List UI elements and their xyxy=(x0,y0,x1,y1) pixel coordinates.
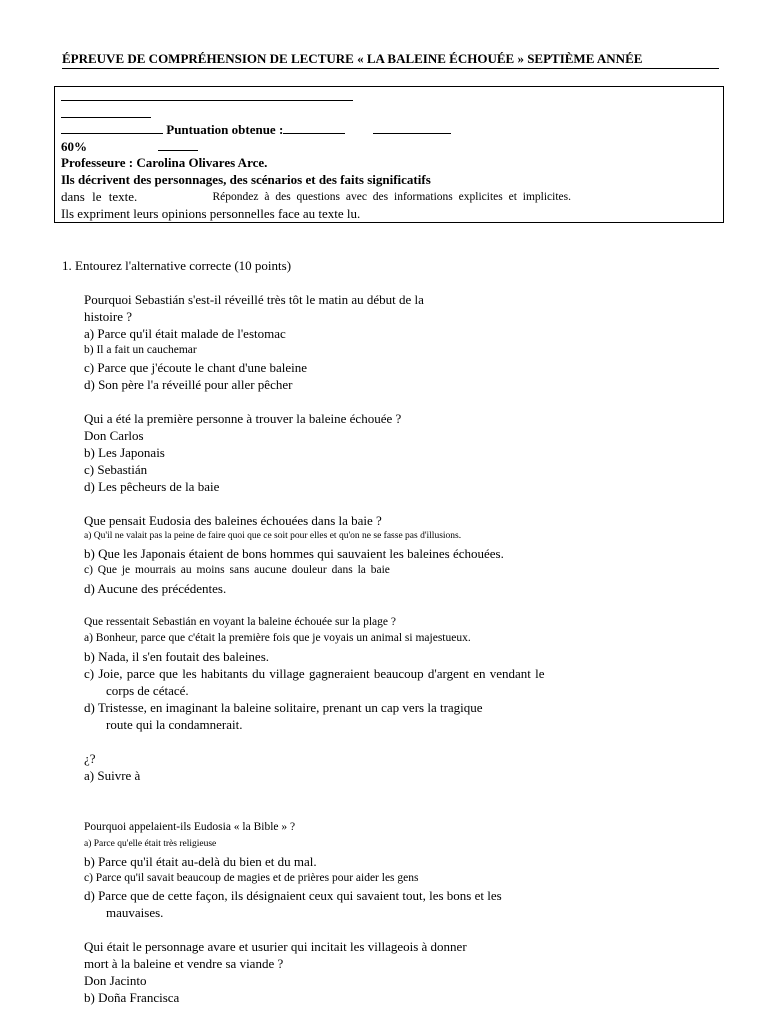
option-b[interactable]: b) Nada, il s'en foutait des baleines. xyxy=(84,649,270,664)
option-b[interactable]: b) Les Japonais xyxy=(84,445,165,460)
question-text: Que pensait Eudosia des baleines échouées dans la baie ? xyxy=(84,513,382,528)
score-row xyxy=(61,122,451,138)
question-text: mort à la baleine et vendre sa viande ? xyxy=(84,956,284,971)
option-c[interactable]: c) Parce que j'écoute le chant d'une baleine xyxy=(84,360,308,375)
option-c[interactable]: c) Que je mourrais au moins sans aucune douleur dans la baie xyxy=(84,564,390,576)
option-b[interactable]: b) Que les Japonais étaient de bons hommes qui sauvaient les baleines échouées. xyxy=(84,546,504,561)
page-title: ÉPREUVE DE COMPRÉHENSION DE LECTURE « LA BALEINE ÉCHOUÉE » SEPTIÈME ANNÉE xyxy=(62,51,719,69)
score-label: Puntuation obtenue : xyxy=(166,122,284,137)
option-a[interactable]: a) Qu'il ne valait pas la peine de faire quoi que ce soit pour elles et qu'on ne se fasse pas d'illusions. xyxy=(84,531,462,541)
question-text: Qui était le personnage avare et usurier qui incitait les villageois à donner xyxy=(84,939,467,954)
question-text: Pourquoi Sebastián s'est-il réveillé très tôt le matin au début de la xyxy=(84,292,424,307)
option-d[interactable]: d) Tristesse, en imaginant la baleine solitaire, prenant un cap vers la tragique xyxy=(84,700,483,715)
objective-1: Ils décrivent des personnages, des scénarios et des faits significatifs xyxy=(61,172,431,187)
question-text: ¿? xyxy=(84,751,96,766)
question-text: histoire ? xyxy=(84,309,133,324)
option-b[interactable]: b) Parce qu'il était au-delà du bien et du mal. xyxy=(84,854,317,869)
question-text: Que ressentait Sebastián en voyant la baleine échouée sur la plage ? xyxy=(84,616,396,628)
info-box xyxy=(54,86,724,223)
option-d-continued[interactable]: mauvaises. xyxy=(106,905,164,920)
blank-line-2 xyxy=(61,106,151,122)
option-d[interactable]: d) Aucune des précédentes. xyxy=(84,581,227,596)
objective-3: Ils expriment leurs opinions personnelles face au texte lu. xyxy=(61,206,361,221)
option-a[interactable]: a) Parce qu'elle était très religieuse xyxy=(84,839,217,849)
percent-row xyxy=(61,139,198,155)
option-d[interactable]: d) Parce que de cette façon, ils désignaient ceux qui savaient tout, les bons et les xyxy=(84,888,502,903)
option-a[interactable]: a) Suivre à xyxy=(84,768,141,783)
option-a[interactable]: Don Carlos xyxy=(84,428,144,443)
option-a[interactable]: a) Bonheur, parce que c'était la première fois que je voyais un animal si majestueux. xyxy=(84,632,471,644)
option-c[interactable]: c) Parce qu'il savait beaucoup de magies et de prières pour aider les gens xyxy=(84,872,419,884)
option-d-continued[interactable]: route qui la condamnerait. xyxy=(106,717,243,732)
option-c-continued[interactable]: corps de cétacé. xyxy=(106,683,189,698)
objective-2: dans le texte. Répondez à des questions avec des informations explicites et implicites. xyxy=(61,189,571,204)
teacher: Professeure : Carolina Olivares Arce. xyxy=(61,155,268,170)
question-text: Qui a été la première personne à trouver la baleine échouée ? xyxy=(84,411,402,426)
instruction: 1. Entourez l'alternative correcte (10 points) xyxy=(62,258,292,273)
option-a[interactable]: a) Parce qu'il était malade de l'estomac xyxy=(84,326,286,341)
option-b[interactable]: b) Doña Francisca xyxy=(84,990,180,1005)
option-a[interactable]: Don Jacinto xyxy=(84,973,147,988)
option-d[interactable]: d) Son père l'a réveillé pour aller pêcher xyxy=(84,377,293,392)
question-text: Pourquoi appelaient-ils Eudosia « la Bible » ? xyxy=(84,821,296,833)
option-d[interactable]: d) Les pêcheurs de la baie xyxy=(84,479,220,494)
percent: 60% xyxy=(61,139,87,154)
blank-line-1 xyxy=(61,89,353,105)
option-b[interactable]: b) Il a fait un cauchemar xyxy=(84,344,197,356)
option-c[interactable]: c) Sebastián xyxy=(84,462,148,477)
option-c[interactable]: c) Joie, parce que les habitants du village gagneraient beaucoup d'argent en vendant le xyxy=(84,666,545,681)
